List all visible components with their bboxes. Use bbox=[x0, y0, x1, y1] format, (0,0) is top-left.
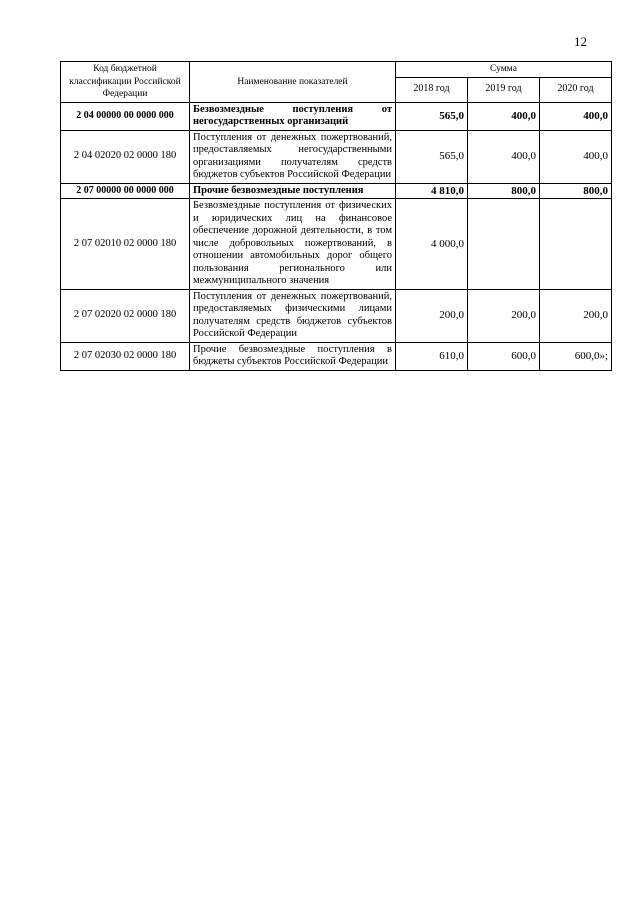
row-name: Безвозмездные поступления от физических и юридических лиц на финансовое обеспечение дорожной деятельности, в том числе добровольных пожертвований, в отношении автомобильных дорог общего пользования регионального или межмуниципального значения bbox=[190, 199, 396, 290]
table-row bbox=[61, 289, 612, 342]
row-name: Поступления от денежных пожертвований, предоставляемых физическими лицами получателям средств бюджетов субъектов Российской Федерации bbox=[190, 289, 396, 342]
header-year-2020: 2020 год bbox=[540, 77, 612, 102]
row-value-2018: 610,0 bbox=[396, 342, 468, 370]
row-value-2020: 600,0»; bbox=[540, 342, 612, 370]
row-value-2020: 200,0 bbox=[540, 289, 612, 342]
row-value-2020: 400,0 bbox=[540, 102, 612, 130]
header-year-2019: 2019 год bbox=[468, 77, 540, 102]
page-number: 12 bbox=[574, 34, 587, 49]
row-name: Поступления от денежных пожертвований, предоставляемых негосударственными организациями получателям средств бюджетов субъектов Российской Федерации bbox=[190, 130, 396, 183]
row-value-2019: 400,0 bbox=[468, 130, 540, 183]
row-value-2019: 800,0 bbox=[468, 183, 540, 199]
row-code: 2 07 02030 02 0000 180 bbox=[61, 342, 190, 370]
table-row bbox=[61, 199, 612, 290]
header-name: Наименование показателей bbox=[190, 62, 396, 103]
row-value-2018: 200,0 bbox=[396, 289, 468, 342]
row-code: 2 07 00000 00 0000 000 bbox=[61, 183, 190, 199]
row-value-2020 bbox=[540, 199, 612, 290]
header-code: Код бюджетной классификации Российской Федерации bbox=[61, 62, 190, 103]
table-row bbox=[61, 102, 612, 130]
row-code: 2 04 02020 02 0000 180 bbox=[61, 130, 190, 183]
header-sum: Сумма bbox=[396, 62, 612, 78]
row-value-2018: 565,0 bbox=[396, 130, 468, 183]
row-code: 2 07 02010 02 0000 180 bbox=[61, 199, 190, 290]
row-value-2018: 4 810,0 bbox=[396, 183, 468, 199]
header-year-2018: 2018 год bbox=[396, 77, 468, 102]
row-value-2019 bbox=[468, 199, 540, 290]
table-row bbox=[61, 130, 612, 183]
row-code: 2 04 00000 00 0000 000 bbox=[61, 102, 190, 130]
row-value-2018: 4 000,0 bbox=[396, 199, 468, 290]
row-value-2020: 400,0 bbox=[540, 130, 612, 183]
row-name: Безвозмездные поступления от негосударственных организаций bbox=[190, 102, 396, 130]
row-name: Прочие безвозмездные поступления в бюджеты субъектов Российской Федерации bbox=[190, 342, 396, 370]
revenue-table bbox=[60, 61, 612, 371]
row-value-2020: 800,0 bbox=[540, 183, 612, 199]
table-row bbox=[61, 183, 612, 199]
row-value-2019: 200,0 bbox=[468, 289, 540, 342]
row-code: 2 07 02020 02 0000 180 bbox=[61, 289, 190, 342]
row-value-2019: 600,0 bbox=[468, 342, 540, 370]
row-name: Прочие безвозмездные поступления bbox=[190, 183, 396, 199]
row-value-2019: 400,0 bbox=[468, 102, 540, 130]
table-row bbox=[61, 342, 612, 370]
row-value-2018: 565,0 bbox=[396, 102, 468, 130]
